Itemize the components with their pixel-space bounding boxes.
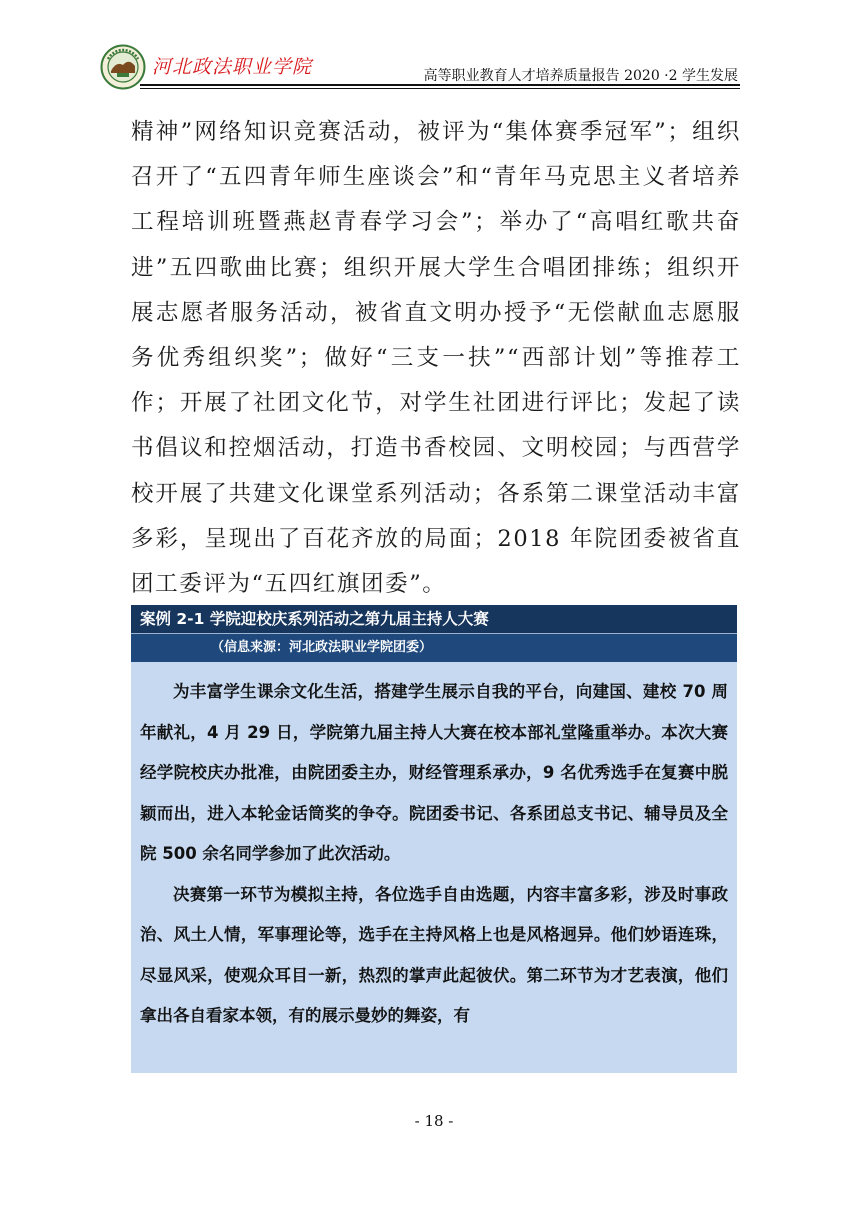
case-body [131, 662, 737, 1037]
report-title: 高等职业教育人才培养质量报告 2020 ·2 学生发展 [423, 68, 738, 84]
header-divider [140, 84, 740, 86]
case-paragraph: 为丰富学生课余文化生活，搭建学生展示自我的平台，向建国、建校 70 周年献礼，4 月 29 日，学院第九届主持人大赛在校本部礼堂隆重举办。本次大赛经学院校庆办批准，由院团委主办，财经管理系承办，9 名优秀选手在复赛中脱颖而出，进入本轮金话筒奖的争夺。院团委书记、各系团总支书记、辅导员及全院 500 余名同学参加了此次活动。 [140, 682, 728, 863]
header-divider-thin [140, 88, 740, 89]
page-number: - 18 - [414, 1112, 454, 1130]
case-study-box [131, 605, 737, 1073]
college-name-script: 河北政法职业学院 [152, 56, 313, 78]
case-paragraph: 决赛第一环节为模拟主持，各位选手自由选题，内容丰富多彩，涉及时事政治、风土人情，军事理论等，选手在主持风格上也是风格迥异。他们妙语连珠，尽显风采，使观众耳目一新，热烈的掌声此起彼伏。第二环节为才艺表演，他们拿出各自看家本领，有的展示曼妙的舞姿，有 [140, 884, 728, 1025]
page-header [100, 40, 740, 90]
body-paragraph: 精神”网络知识竞赛活动，被评为“集体赛季冠军”；组织召开了“五四青年师生座谈会”和“青年马克思主义者培养工程培训班暨燕赵青春学习会”；举办了“高唱红歌共奋进”五四歌曲比赛；组织开展大学生合唱团排练；组织开展志愿者服务活动，被省直文明办授予“无偿献血志愿服务优秀组织奖”；做好“三支一扶”“西部计划”等推荐工作；开展了社团文化节，对学生社团进行评比；发起了读书倡议和控烟活动，打造书香校园、文明校园；与西营学校开展了共建文化课堂系列活动；各系第二课堂活动丰富多彩，呈现出了百花齐放的局面；2018 年院团委被省直团工委评为“五四红旗团委”。 [131, 119, 741, 598]
case-source: （信息来源：河北政法职业学院团委） [131, 633, 737, 662]
case-title: 案例 2-1 学院迎校庆系列活动之第九届主持人大赛 [131, 605, 737, 633]
